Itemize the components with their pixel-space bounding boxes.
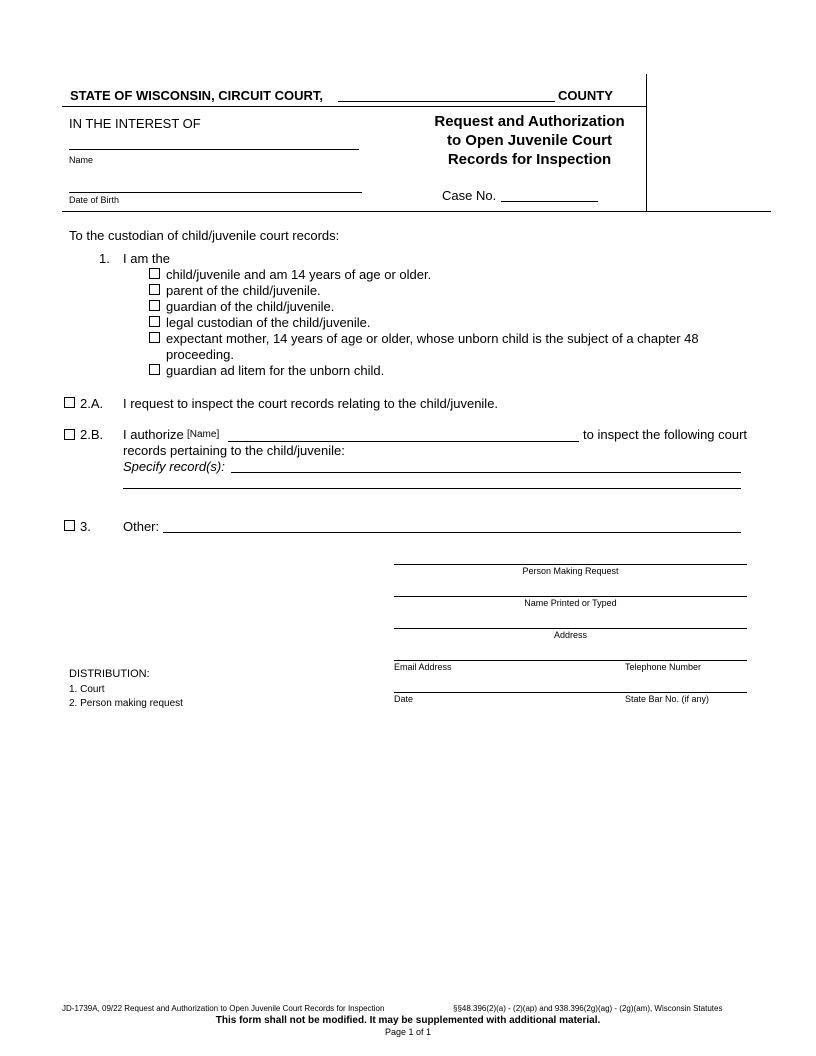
state-court-label: STATE OF WISCONSIN, CIRCUIT COURT, bbox=[70, 88, 324, 103]
county-field[interactable] bbox=[338, 101, 555, 102]
header-vertical-divider bbox=[646, 74, 647, 211]
checkbox-3[interactable] bbox=[64, 520, 75, 531]
address-field[interactable] bbox=[394, 628, 747, 629]
name-field[interactable] bbox=[69, 149, 359, 150]
date-of-birth-label: Date of Birth bbox=[69, 195, 120, 205]
checkbox-guardian[interactable] bbox=[149, 300, 160, 311]
header-bottom-divider bbox=[62, 211, 771, 212]
distribution-title: DISTRIBUTION: bbox=[69, 668, 150, 680]
case-no-field[interactable] bbox=[501, 201, 598, 202]
specify-records-label: Specify record(s): bbox=[123, 459, 225, 474]
item-2b-lead: I authorize bbox=[123, 427, 184, 442]
option-guardian: guardian of the child/juvenile. bbox=[166, 299, 335, 314]
title-line-1: Request and Authorization bbox=[434, 113, 625, 130]
in-interest-of-label: IN THE INTEREST OF bbox=[69, 116, 201, 131]
checkbox-2a[interactable] bbox=[64, 397, 75, 408]
item-3-label: Other: bbox=[123, 519, 160, 534]
title-line-2: to Open Juvenile Court bbox=[446, 132, 612, 149]
item-2b-name-hint: [Name] bbox=[187, 429, 220, 440]
checkbox-guardian-ad-litem[interactable] bbox=[149, 364, 160, 375]
option-expectant-mother-cont: proceeding. bbox=[166, 347, 234, 362]
email-phone-field[interactable] bbox=[394, 660, 747, 661]
date-bar-field[interactable] bbox=[394, 692, 747, 693]
option-parent: parent of the child/juvenile. bbox=[166, 283, 321, 298]
specify-records-field-2[interactable] bbox=[123, 488, 741, 489]
item-2b-trail: to inspect the following court bbox=[583, 427, 748, 442]
item-2b-number: 2.B. bbox=[80, 427, 104, 442]
checkbox-legal-custodian[interactable] bbox=[149, 316, 160, 327]
distribution-item: 1. Court bbox=[69, 684, 105, 695]
case-no-label: Case No. bbox=[442, 188, 497, 203]
item-3-number: 3. bbox=[80, 519, 91, 534]
title-line-3: Records for Inspection bbox=[447, 151, 612, 168]
page-number: Page 1 of 1 bbox=[384, 1027, 432, 1037]
option-legal-custodian: legal custodian of the child/juvenile. bbox=[166, 315, 371, 330]
intro-text: To the custodian of child/juvenile court records: bbox=[69, 228, 340, 243]
date-of-birth-field[interactable] bbox=[69, 192, 362, 193]
checkbox-child-juvenile[interactable] bbox=[149, 268, 160, 279]
other-field[interactable] bbox=[163, 532, 741, 533]
checkbox-2b[interactable] bbox=[64, 429, 75, 440]
item-1-lead: I am the bbox=[123, 251, 170, 266]
name-printed-label: Name Printed or Typed bbox=[524, 598, 617, 608]
item-1-number: 1. bbox=[99, 251, 110, 266]
signature-field[interactable] bbox=[394, 564, 747, 565]
name-label: Name bbox=[69, 155, 94, 165]
email-label: Email Address bbox=[394, 662, 452, 672]
telephone-label: Telephone Number bbox=[625, 662, 702, 672]
checkbox-expectant-mother[interactable] bbox=[149, 332, 160, 343]
checkbox-parent[interactable] bbox=[149, 284, 160, 295]
state-bar-label: State Bar No. (if any) bbox=[625, 694, 710, 704]
item-2b-line-2: records pertaining to the child/juvenile: bbox=[123, 443, 345, 458]
name-printed-field[interactable] bbox=[394, 596, 747, 597]
statutes-citation: §§48.396(2)(a) - (2)(ap) and 938.396(2g)(ag) - (2g)(am), Wisconsin Statutes bbox=[453, 1004, 723, 1013]
distribution-item: 2. Person making request bbox=[69, 698, 183, 709]
header-divider bbox=[62, 106, 647, 107]
address-label: Address bbox=[553, 630, 588, 640]
item-2a-number: 2.A. bbox=[80, 396, 104, 411]
date-label: Date bbox=[394, 694, 414, 704]
modification-notice: This form shall not be modified. It may be supplemented with additional material. bbox=[215, 1015, 601, 1026]
option-guardian-ad-litem: guardian ad litem for the unborn child. bbox=[166, 363, 385, 378]
county-label: COUNTY bbox=[558, 88, 613, 103]
item-2a-text: I request to inspect the court records relating to the child/juvenile. bbox=[123, 396, 499, 411]
option-expectant-mother: expectant mother, 14 years of age or older, whose unborn child is the subject of a chapter 48 bbox=[166, 331, 699, 346]
option-child-juvenile: child/juvenile and am 14 years of age or older. bbox=[166, 267, 432, 282]
specify-records-field[interactable] bbox=[231, 472, 741, 473]
person-making-request-label: Person Making Request bbox=[522, 566, 619, 576]
authorized-name-field[interactable] bbox=[228, 441, 579, 442]
form-id: JD-1739A, 09/22 Request and Authorization to Open Juvenile Court Records for Inspection bbox=[62, 1004, 385, 1013]
